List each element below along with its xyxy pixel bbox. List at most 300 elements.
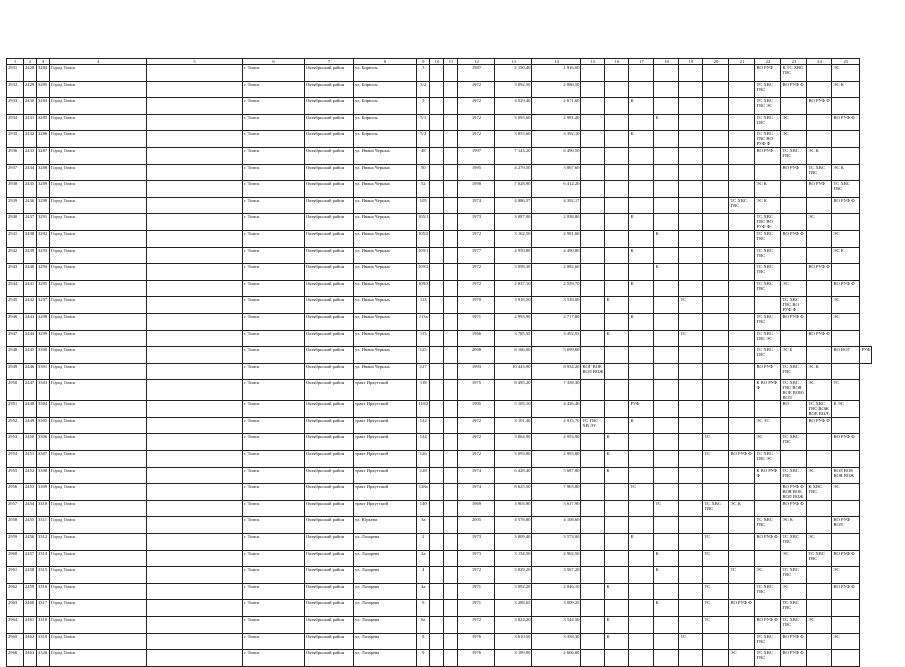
- table-cell: г. Томск: [243, 181, 305, 198]
- table-cell: 3 087,00: [495, 214, 532, 231]
- table-cell: 5 105,10: [495, 401, 532, 418]
- table-cell: 6 428,40: [495, 467, 532, 484]
- table-cell: [629, 434, 654, 451]
- table-cell: [605, 417, 629, 434]
- table-cell: [581, 280, 605, 297]
- table-cell: 1972: [458, 617, 495, 634]
- table-cell: 1997: [458, 147, 495, 164]
- table-row: [7, 197, 872, 214]
- table-cell: [629, 347, 654, 364]
- table-cell: [430, 181, 444, 198]
- table-cell: [430, 534, 444, 551]
- table-cell: К: [629, 247, 654, 264]
- table-cell: Город Томск: [50, 633, 147, 650]
- table-cell: 1972: [458, 451, 495, 468]
- table-cell: 3295: [37, 280, 50, 297]
- table-cell: [629, 451, 654, 468]
- table-cell: 124: [417, 434, 430, 451]
- table-cell: [729, 401, 755, 418]
- table-cell: 2431: [24, 114, 37, 131]
- table-cell: ТС ХВС ГВС: [755, 280, 781, 297]
- table-cell: 3320: [37, 650, 50, 667]
- table-cell: [679, 347, 703, 364]
- table-cell: [444, 363, 458, 380]
- table-cell: ул. Бирюсы: [354, 131, 417, 148]
- table-cell: 4 950,80: [495, 247, 532, 264]
- table-cell: ул. Ивана Черных: [354, 214, 417, 231]
- table-cell: 1975: [458, 380, 495, 401]
- table-cell: [629, 650, 654, 667]
- table-cell: 3291: [37, 214, 50, 231]
- table-cell: 2462: [24, 633, 37, 650]
- table-cell: РУФ: [860, 347, 872, 364]
- table-cell: К: [654, 114, 679, 131]
- table-cell: [147, 633, 243, 650]
- table-cell: 2438: [24, 230, 37, 247]
- table-cell: [147, 363, 243, 380]
- table-cell: [629, 517, 654, 534]
- table-cell: [807, 650, 832, 667]
- table-cell: [729, 380, 755, 401]
- table-cell: [581, 347, 605, 364]
- table-cell: 6 490,50: [532, 147, 581, 164]
- table-cell: тракт Иркутский: [354, 401, 417, 418]
- table-cell: [729, 264, 755, 281]
- table-cell: ЭС: [781, 131, 807, 148]
- table-cell: ул. Бирюсы: [354, 65, 417, 82]
- table-cell: ул. Бирюсы: [354, 81, 417, 98]
- table-cell: 3287: [37, 147, 50, 164]
- table-cell: тракт Иркутский: [354, 380, 417, 401]
- table-cell: [444, 650, 458, 667]
- table-cell: Октябрьский район: [305, 617, 354, 634]
- table-cell: 2 902,50: [532, 550, 581, 567]
- table-cell: К: [605, 297, 629, 314]
- table-cell: Октябрьский район: [305, 330, 354, 347]
- table-cell: ЭС Б: [781, 347, 807, 364]
- table-cell: 3 098,30: [495, 264, 532, 281]
- table-cell: [703, 417, 729, 434]
- table-cell: [781, 214, 807, 231]
- table-cell: 1972: [458, 230, 495, 247]
- table-cell: [703, 164, 729, 181]
- table-cell: [444, 380, 458, 401]
- column-number-cell: 24: [807, 59, 832, 65]
- table-row: [7, 230, 872, 247]
- table-cell: ул. Лазарева: [354, 550, 417, 567]
- table-cell: [703, 467, 729, 484]
- table-cell: г. Томск: [243, 247, 305, 264]
- table-cell: [581, 567, 605, 584]
- table-cell: К ХВС ГВС: [807, 484, 832, 501]
- column-number-cell: 4: [50, 59, 147, 65]
- table-cell: 1972: [458, 567, 495, 584]
- table-cell: ВО РУФ Ф: [807, 98, 832, 115]
- table-cell: [629, 633, 654, 650]
- table-cell: [781, 181, 807, 198]
- table-row: [7, 401, 872, 418]
- table-row: [7, 164, 872, 181]
- table-cell: Октябрьский район: [305, 633, 354, 650]
- table-cell: 1972: [458, 98, 495, 115]
- table-cell: [807, 633, 832, 650]
- table-cell: ТС ХВС ГВС: [703, 500, 729, 517]
- table-cell: К: [605, 467, 629, 484]
- table-cell: [729, 484, 755, 501]
- table-cell: 2 717,80: [532, 313, 581, 330]
- table-row: [7, 583, 872, 600]
- table-cell: [430, 500, 444, 517]
- table-cell: [581, 164, 605, 181]
- table-cell: ВО РУФ Ф: [781, 633, 807, 650]
- table-cell: ЭС: [807, 534, 832, 551]
- table-cell: 2948: [7, 347, 24, 364]
- table-cell: [581, 467, 605, 484]
- table-cell: Октябрьский район: [305, 313, 354, 330]
- table-cell: [755, 500, 781, 517]
- table-cell: 2454: [24, 500, 37, 517]
- table-cell: [703, 81, 729, 98]
- table-cell: [654, 633, 679, 650]
- table-cell: ЭС К: [807, 147, 832, 164]
- table-cell: ЭС: [832, 65, 860, 82]
- table-cell: К: [605, 617, 629, 634]
- table-cell: [430, 401, 444, 418]
- table-cell: [147, 147, 243, 164]
- table-cell: 2964: [7, 617, 24, 634]
- table-cell: г. Томск: [243, 467, 305, 484]
- table-cell: 3293: [37, 247, 50, 264]
- table-cell: 2444: [24, 330, 37, 347]
- table-cell: Город Томск: [50, 264, 147, 281]
- table-cell: К: [605, 434, 629, 451]
- table-cell: [581, 181, 605, 198]
- table-cell: [430, 280, 444, 297]
- column-number-cell: 7: [305, 59, 354, 65]
- table-cell: [654, 330, 679, 347]
- table-cell: [430, 633, 444, 650]
- table-cell: [729, 297, 755, 314]
- table-cell: [581, 633, 605, 650]
- column-number-cell: 15: [581, 59, 605, 65]
- table-cell: 3318: [37, 617, 50, 634]
- table-cell: г. Томск: [243, 98, 305, 115]
- table-cell: [729, 617, 755, 634]
- table-cell: [679, 417, 703, 434]
- table-cell: [430, 617, 444, 634]
- table-cell: Город Томск: [50, 363, 147, 380]
- column-number-cell: 6: [243, 59, 305, 65]
- table-cell: [654, 197, 679, 214]
- table-cell: [430, 214, 444, 231]
- table-cell: ул. Бирюсы: [354, 114, 417, 131]
- table-cell: [703, 517, 729, 534]
- table-cell: [654, 534, 679, 551]
- table-cell: ТС ХВС ГВС: [729, 197, 755, 214]
- table-cell: 48: [417, 147, 430, 164]
- table-cell: 8 495,20: [495, 380, 532, 401]
- table-cell: 7 028,90: [495, 181, 532, 198]
- table-cell: ВО РУФ Ф: [832, 280, 860, 297]
- table-cell: [729, 230, 755, 247]
- table-cell: [444, 417, 458, 434]
- table-cell: ВО РУФ Ф: [832, 197, 860, 214]
- table-cell: К: [605, 633, 629, 650]
- table-cell: [679, 500, 703, 517]
- table-cell: [807, 347, 832, 364]
- table-cell: г. Томск: [243, 617, 305, 634]
- table-cell: [444, 114, 458, 131]
- table-cell: г. Томск: [243, 347, 305, 364]
- table-cell: [755, 484, 781, 501]
- table-cell: 3 867,60: [532, 164, 581, 181]
- column-number-cell: 12: [458, 59, 495, 65]
- table-cell: ТС: [703, 583, 729, 600]
- table-cell: Октябрьский район: [305, 567, 354, 584]
- table-cell: 2949: [7, 363, 24, 380]
- table-cell: 2956: [7, 484, 24, 501]
- table-cell: [605, 380, 629, 401]
- table-cell: ТС ХВС ГВС: [781, 467, 807, 484]
- table-cell: [654, 363, 679, 380]
- table-cell: [605, 313, 629, 330]
- table-cell: [679, 534, 703, 551]
- table-cell: 2461: [24, 617, 37, 634]
- table-cell: ул. Ивана Черных: [354, 297, 417, 314]
- table-cell: ТС: [832, 380, 860, 401]
- table-cell: ТС ХВС ГВС ВО РУФ Ф: [755, 131, 781, 148]
- table-cell: [832, 98, 860, 115]
- table-cell: [729, 81, 755, 98]
- table-cell: [444, 297, 458, 314]
- table-cell: 1971: [458, 583, 495, 600]
- table-cell: ул. Лазарева: [354, 617, 417, 634]
- table-cell: [605, 347, 629, 364]
- table-cell: 3314: [37, 550, 50, 567]
- table-cell: Город Томск: [50, 417, 147, 434]
- table-cell: [605, 164, 629, 181]
- table-cell: 7 358,30: [532, 380, 581, 401]
- table-cell: [430, 197, 444, 214]
- table-cell: 2: [417, 534, 430, 551]
- table-cell: ВО РУФ Ф: [729, 600, 755, 617]
- table-cell: 4 490,80: [532, 247, 581, 264]
- table-cell: [679, 98, 703, 115]
- table-cell: ТС ХВС ГВС ЭС: [755, 330, 781, 347]
- table-cell: [581, 517, 605, 534]
- table-cell: [679, 197, 703, 214]
- table-cell: ТС ХВС ГВС: [781, 534, 807, 551]
- table-cell: г. Томск: [243, 280, 305, 297]
- table-cell: [679, 600, 703, 617]
- table-cell: ЭС: [729, 650, 755, 667]
- table-cell: ВО РУФ Ф: [832, 550, 860, 567]
- table-cell: [605, 534, 629, 551]
- table-cell: [147, 65, 243, 82]
- table-cell: [629, 500, 654, 517]
- table-cell: 6 166,00: [495, 347, 532, 364]
- table-cell: [430, 380, 444, 401]
- table-cell: ЭС: [755, 434, 781, 451]
- table-cell: [605, 147, 629, 164]
- table-cell: [703, 214, 729, 231]
- table-cell: [444, 467, 458, 484]
- table-cell: тракт Иркутский: [354, 434, 417, 451]
- table-cell: 3 829,20: [495, 567, 532, 584]
- table-cell: [729, 517, 755, 534]
- column-number-cell: 3: [37, 59, 50, 65]
- table-cell: ул. Лазарева: [354, 650, 417, 667]
- table-cell: К: [629, 534, 654, 551]
- table-cell: Город Томск: [50, 247, 147, 264]
- table-cell: [807, 567, 832, 584]
- table-row: [7, 347, 872, 364]
- table-cell: Город Томск: [50, 164, 147, 181]
- table-cell: [430, 313, 444, 330]
- table-cell: 1972: [458, 81, 495, 98]
- table-cell: ЭС ТС: [755, 417, 781, 434]
- table-cell: [832, 534, 860, 551]
- table-cell: [444, 550, 458, 567]
- table-cell: 2942: [7, 247, 24, 264]
- table-cell: ВО: [781, 401, 807, 418]
- table-cell: [629, 617, 654, 634]
- table-cell: 2452: [24, 467, 37, 484]
- table-cell: [729, 534, 755, 551]
- table-cell: Город Томск: [50, 484, 147, 501]
- table-cell: 1998: [458, 181, 495, 198]
- table-cell: [430, 264, 444, 281]
- table-cell: ТС: [629, 484, 654, 501]
- table-cell: 3 189,00: [495, 650, 532, 667]
- table-cell: 1 916,60: [532, 65, 581, 82]
- table-cell: К: [629, 98, 654, 115]
- table-row: [7, 247, 872, 264]
- table-cell: [629, 230, 654, 247]
- table-cell: [654, 164, 679, 181]
- table-row: [7, 363, 872, 380]
- table-cell: [807, 280, 832, 297]
- table-cell: [729, 467, 755, 484]
- table-cell: 3 567,20: [532, 567, 581, 584]
- table-cell: ВО РУФ Ф: [807, 264, 832, 281]
- table-cell: 1973: [458, 214, 495, 231]
- table-cell: К ТС ХВС ГВС: [781, 65, 807, 82]
- table-cell: [703, 131, 729, 148]
- table-cell: ЭС К: [832, 164, 860, 181]
- table-cell: [703, 230, 729, 247]
- table-cell: [430, 164, 444, 181]
- table-cell: 2442: [24, 297, 37, 314]
- table-cell: [147, 567, 243, 584]
- table-cell: [679, 147, 703, 164]
- table-cell: 2 993,90: [495, 313, 532, 330]
- table-cell: [581, 401, 605, 418]
- table-cell: Октябрьский район: [305, 247, 354, 264]
- table-cell: Город Томск: [50, 181, 147, 198]
- table-cell: [581, 114, 605, 131]
- table-cell: ЭС К: [807, 363, 832, 380]
- table-cell: [581, 98, 605, 115]
- table-cell: К: [629, 313, 654, 330]
- table-cell: 3306: [37, 434, 50, 451]
- table-cell: [654, 131, 679, 148]
- table-cell: [581, 297, 605, 314]
- table-cell: [703, 633, 729, 650]
- table-cell: Город Томск: [50, 401, 147, 418]
- table-cell: [729, 330, 755, 347]
- table-cell: [629, 65, 654, 82]
- table-row: [7, 214, 872, 231]
- table-cell: [807, 600, 832, 617]
- table-cell: [703, 484, 729, 501]
- table-cell: [629, 600, 654, 617]
- table-cell: [147, 164, 243, 181]
- table-cell: [807, 247, 832, 264]
- table-cell: [654, 451, 679, 468]
- table-cell: 2 671,60: [532, 98, 581, 115]
- table-cell: ул. Ивана Черных: [354, 264, 417, 281]
- table-cell: г. Томск: [243, 500, 305, 517]
- table-cell: Октябрьский район: [305, 550, 354, 567]
- table-cell: [147, 114, 243, 131]
- table-cell: [430, 347, 444, 364]
- table-row: [7, 484, 872, 501]
- table-cell: тракт Иркутский: [354, 467, 417, 484]
- table-cell: 2447: [24, 380, 37, 401]
- table-cell: 3 785,55: [495, 330, 532, 347]
- table-row: [7, 650, 872, 667]
- table-cell: 2960: [7, 550, 24, 567]
- table-cell: ЭС: [832, 484, 860, 501]
- table-cell: [832, 417, 860, 434]
- table-cell: 2460: [24, 600, 37, 617]
- table-cell: [430, 567, 444, 584]
- table-cell: 3310: [37, 500, 50, 517]
- table-row: [7, 131, 872, 148]
- table-cell: [679, 280, 703, 297]
- table-cell: 3 918,50: [495, 297, 532, 314]
- table-cell: [629, 164, 654, 181]
- table-cell: [654, 81, 679, 98]
- table-cell: 50: [417, 164, 430, 181]
- table-row: [7, 434, 872, 451]
- table-cell: Октябрьский район: [305, 114, 354, 131]
- table-cell: ул. Ивана Черных: [354, 164, 417, 181]
- table-cell: ЭС: [832, 633, 860, 650]
- table-cell: [654, 313, 679, 330]
- table-row: [7, 600, 872, 617]
- table-cell: 122: [417, 417, 430, 434]
- table-cell: 2961: [7, 567, 24, 584]
- table-cell: К ЭС: [832, 401, 860, 418]
- table-cell: 3309: [37, 484, 50, 501]
- table-cell: [629, 583, 654, 600]
- table-cell: РУФ: [629, 401, 654, 418]
- table-cell: 3300: [37, 347, 50, 364]
- table-cell: [807, 451, 832, 468]
- table-cell: [430, 517, 444, 534]
- table-cell: [444, 451, 458, 468]
- table-cell: [654, 401, 679, 418]
- table-cell: 2434: [24, 164, 37, 181]
- table-cell: ВО РУФ Ф: [781, 313, 807, 330]
- table-cell: 1972: [458, 434, 495, 451]
- table-cell: К: [629, 280, 654, 297]
- table-cell: [629, 550, 654, 567]
- table-cell: [444, 567, 458, 584]
- table-cell: Октябрьский район: [305, 214, 354, 231]
